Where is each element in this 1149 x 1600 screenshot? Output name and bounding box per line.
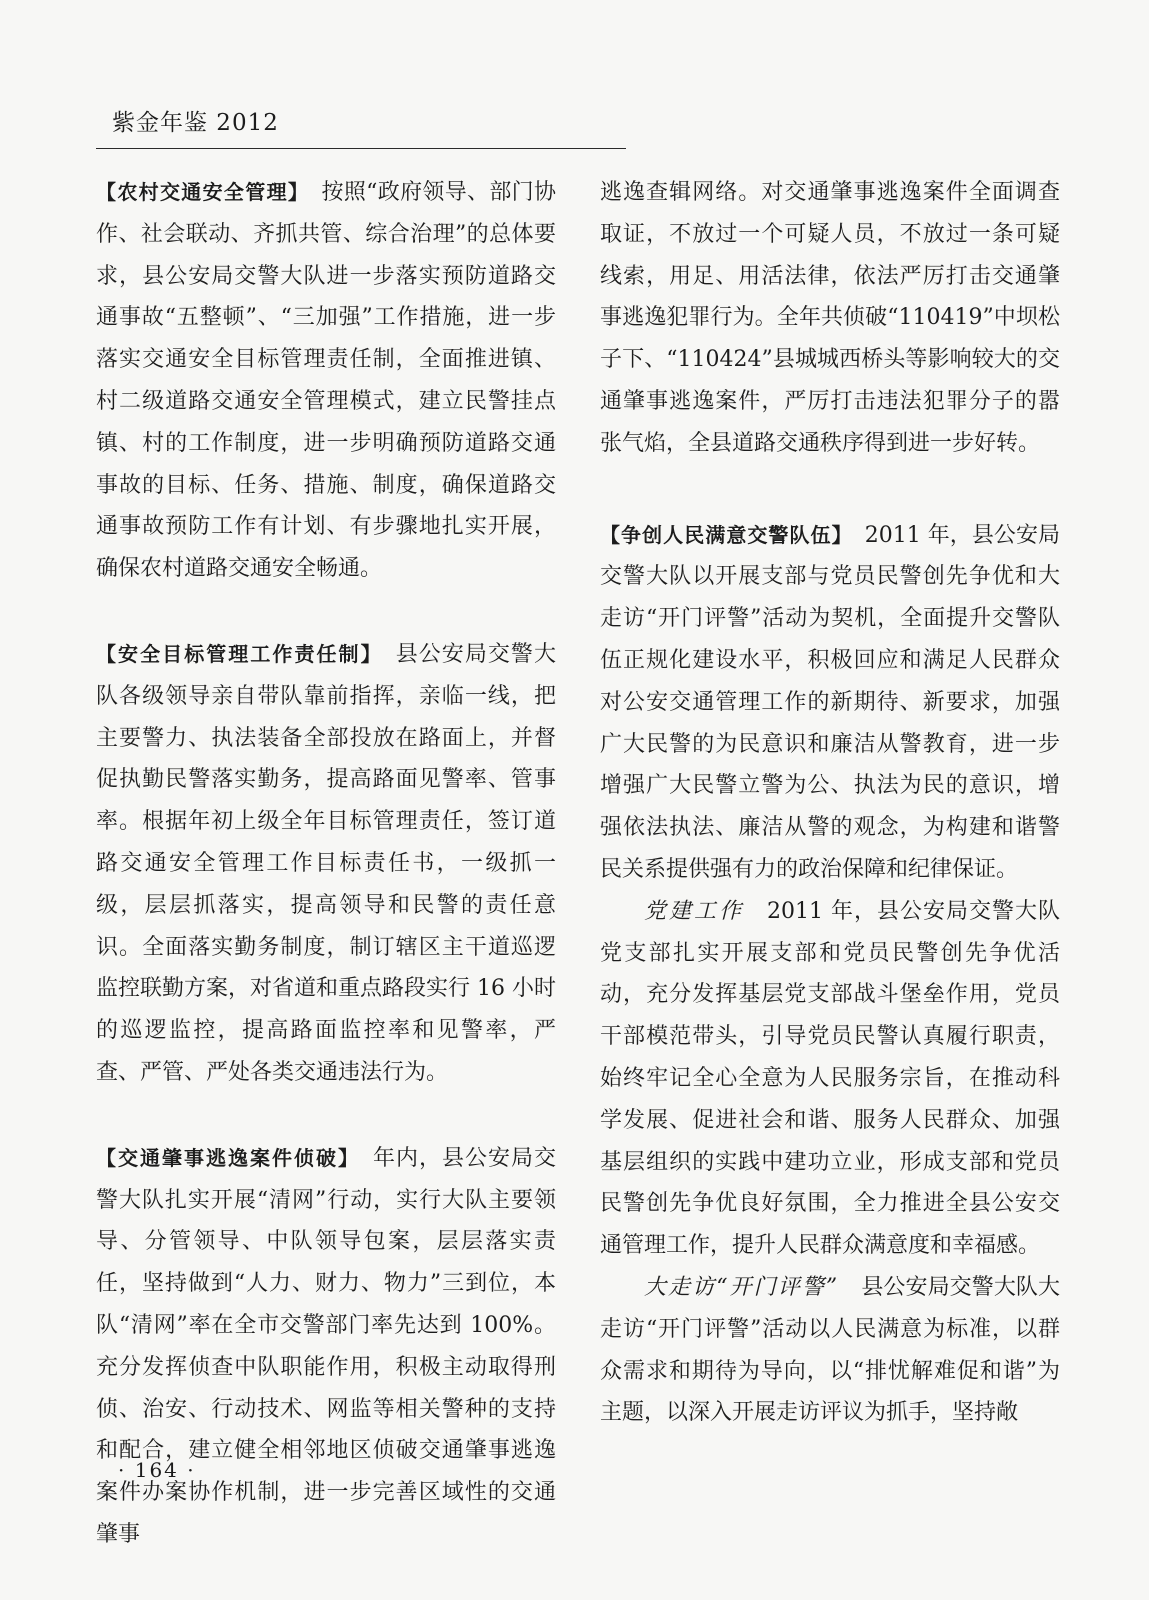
right-column <box>600 172 1060 1434</box>
section-heading: 【交通肇事逃逸案件侦破】 <box>96 1145 350 1170</box>
section-gap <box>600 465 1060 515</box>
header-rule <box>96 148 626 149</box>
page-number: · 164 · <box>118 1458 196 1482</box>
section-body: 按照“政府领导、部门协作、社会联动、齐抓共管、综合治理”的总体要求，县公安局交警大队进一步落实预防道路交通事故“五整顿”、“三加强”工作措施，进一步落实交通安全目标管理责任制，全面推进镇、村二级道路交通安全管理模式，建立民警挂点镇、村的工作制度，进一步明确预防道路交通事故的目标、任务、措施、制度，确保道路交通事故预防工作有计划、有步骤地扎实开展，确保农村道路交通安全畅通。 <box>96 180 557 582</box>
section-heading: 【争创人民满意交警队伍】 <box>600 522 843 547</box>
section-subheading: 大走访“开门评警” <box>644 1274 840 1300</box>
left-column <box>96 172 556 1556</box>
section-body: 县公安局交警大队大走访“开门评警”活动以人民满意为标准，以群众需求和期待为导向，以“排忧解难促和谐”为主题，以深入开展走访评议为抓手，坚持敞 <box>600 1274 1060 1426</box>
section-gap <box>96 590 556 634</box>
section-heading: 【安全目标管理工作责任制】 <box>96 641 373 666</box>
section-party-building <box>600 891 1060 1267</box>
section-heading: 【农村交通安全管理】 <box>96 180 300 204</box>
section-body: 2011 年，县公安局交警大队以开展支部与党员民警创先争优和大走访“开门评警”活动为契机，全面提升交警队伍正规化建设水平，积极回应和满足人民群众对公安交通管理工作的新期待、新要求，加强广大民警的为民意识和廉洁从警教育，进一步增强广大民警立警为公、执法为民的意识，增强依法执法、廉洁从警的观念，为构建和谐警民关系提供强有力的政治保障和纪律保证。 <box>600 522 1061 882</box>
section-rural-traffic-safety <box>96 172 556 590</box>
section-open-door-review <box>600 1267 1060 1434</box>
section-body: 2011 年，县公安局交警大队党支部扎实开展支部和党员民警创先争优活动，充分发挥基层党支部战斗堡垒作用，党员干部模范带头，引导党员民警认真履行职责，始终牢记全心全意为人民服务宗旨，在推动科学发展、促进社会和谐、服务人民群众、加强基层组织的实践中建功立业，形成支部和党员民警创先争优良好氛围，全力推进全县公安交通管理工作，提升人民群众满意度和幸福感。 <box>600 898 1060 1259</box>
section-hit-and-run-continued <box>600 172 1060 465</box>
running-header: 紫金年鉴 2012 <box>112 110 279 136</box>
section-subheading: 党建工作 <box>644 898 745 924</box>
section-body: 年内，县公安局交警大队扎实开展“清网”行动，实行大队主要领导、分管领导、中队领导包案，层层落实责任，坚持做到“人力、财力、物力”三到位，本队“清网”率在全市交警部门率先达到 100%。充分发挥侦查中队职能作用，积极主动取得刑侦、治安、行动技术、网监等相关警种的支持和配合，建立健全相邻地区侦破交通肇事逃逸案件办案协作机制，进一步完善区域性的交通肇事 <box>96 1145 556 1547</box>
section-hit-and-run-cases <box>96 1138 556 1556</box>
section-body: 县公安局交警大队各级领导亲自带队靠前指挥，亲临一线，把主要警力、执法装备全部投放在路面上，并督促执勤民警落实勤务，提高路面见警率、管事率。根据年初上级全年目标管理责任，签订道路交通安全管理工作目标责任书，一级抓一级，层层抓落实，提高领导和民警的责任意识。全面落实勤务制度，制订辖区主干道巡逻监控联勤方案，对省道和重点路段实行 16 小时的巡逻监控，提高路面监控率和见警率，严查、严管、严处各类交通违法行为。 <box>96 641 556 1085</box>
section-satisfied-police-team <box>600 515 1060 891</box>
section-body: 逃逸查辑网络。对交通肇事逃逸案件全面调查取证，不放过一个可疑人员，不放过一条可疑线索，用足、用活法律，依法严厉打击交通肇事逃逸犯罪行为。全年共侦破“110419”中坝松子下、“110424”县城城西桥头等影响较大的交通肇事逃逸案件，严厉打击违法犯罪分子的嚣张气焰，全县道路交通秩序得到进一步好转。 <box>600 180 1060 456</box>
section-safety-responsibility <box>96 634 556 1094</box>
section-gap <box>96 1094 556 1138</box>
